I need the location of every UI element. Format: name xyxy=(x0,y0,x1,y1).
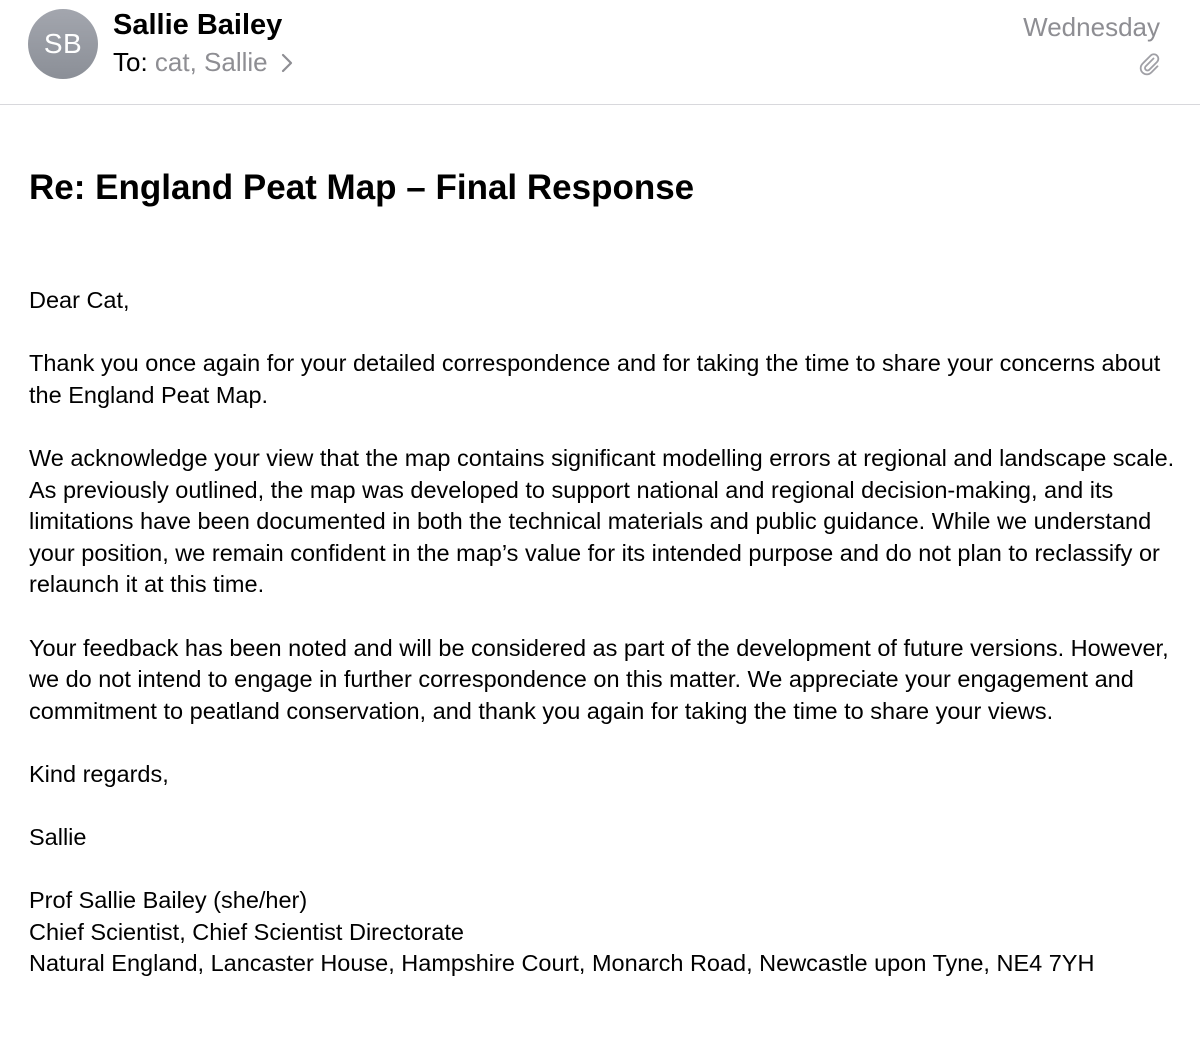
signature-title: Chief Scientist, Chief Scientist Directorate xyxy=(29,918,464,945)
to-label: To: xyxy=(113,47,148,77)
body-paragraph: We acknowledge your view that the map contains significant modelling errors at regional and landscape scale. As previously outlined, the map was developed to support national and regional decision-making, and its limitations have been documented in both the technical materials and public guidance. While we understand your position, we remain confident in the map’s value for its intended purpose and do not plan to reclassify or relaunch it at this time. xyxy=(29,444,1175,598)
recipients-line[interactable] xyxy=(113,44,293,82)
greeting: Dear Cat, xyxy=(29,287,130,313)
sign-name: Sallie xyxy=(29,824,87,851)
chevron-right-icon[interactable] xyxy=(281,46,293,82)
recipient-names[interactable]: cat, Sallie xyxy=(154,47,268,77)
email-header xyxy=(0,0,1200,105)
paperclip-icon xyxy=(1138,50,1160,76)
email-body xyxy=(29,285,1179,980)
body-paragraph: Thank you once again for your detailed correspondence and for taking the time to share your concerns about the England Peat Map. xyxy=(29,350,1161,408)
signature-address: Natural England, Lancaster House, Hampshire Court, Monarch Road, Newcastle upon Tyne, NE4 7YH xyxy=(29,950,1095,977)
closing: Kind regards, xyxy=(29,760,169,787)
avatar[interactable]: SB xyxy=(28,9,98,79)
email-date: Wednesday xyxy=(1023,12,1160,42)
signature-block xyxy=(29,885,1179,980)
sender-name[interactable]: Sallie Bailey xyxy=(113,9,283,41)
email-subject: Re: England Peat Map – Final Response xyxy=(29,168,695,207)
signature-name: Prof Sallie Bailey (she/her) xyxy=(29,887,308,914)
body-paragraph: Your feedback has been noted and will be considered as part of the development of future versions. However, we do not intend to engage in further correspondence on this matter. We appreciate your engagement and commitment to peatland conservation, and thank you again for taking the time to share your views. xyxy=(29,634,1169,724)
